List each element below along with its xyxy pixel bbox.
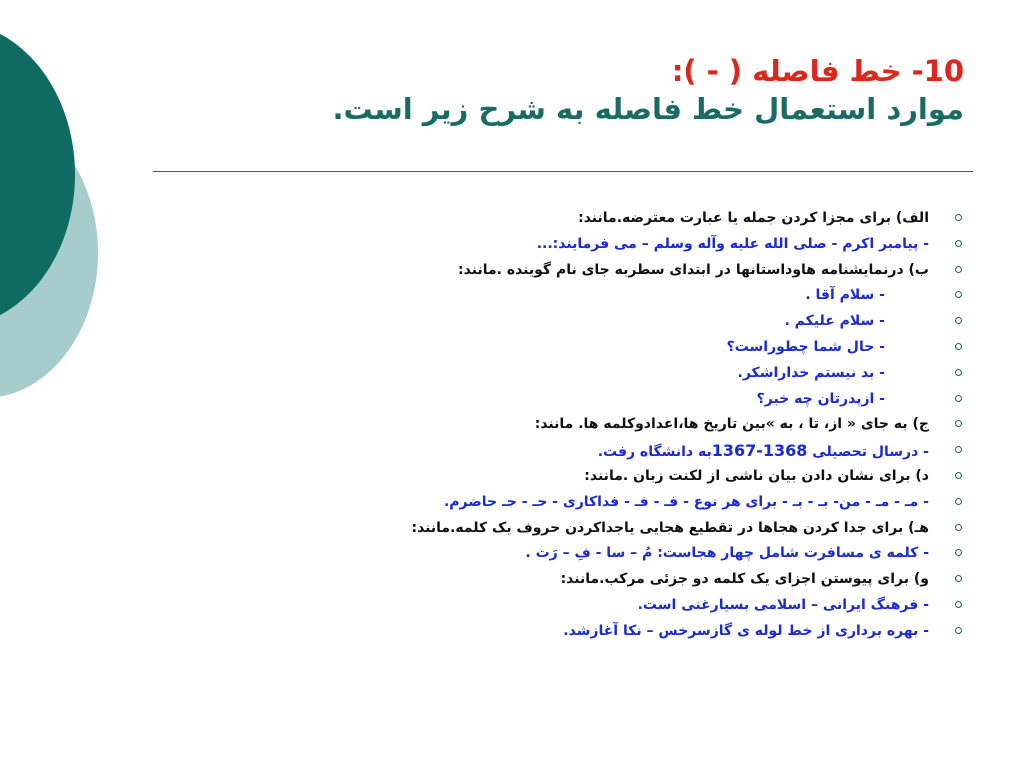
list-item <box>162 567 962 593</box>
list-item <box>162 335 962 361</box>
list-item <box>162 258 962 284</box>
title-divider <box>153 171 973 172</box>
list-item-text: - سلام آقا . <box>805 287 885 304</box>
list-item-text: - حال شما چطوراست؟ <box>726 338 885 355</box>
circle-bullet-icon <box>955 291 962 298</box>
circle-bullet-icon <box>955 395 962 402</box>
circle-bullet-icon <box>955 575 962 582</box>
circle-bullet-icon <box>955 498 962 505</box>
circle-bullet-icon <box>955 369 962 376</box>
list-item <box>162 541 962 567</box>
year-range: 1368-1367 <box>711 441 808 461</box>
circle-bullet-icon <box>955 317 962 324</box>
slide-title <box>204 52 964 129</box>
list-item-text <box>597 441 929 461</box>
list-item <box>162 387 962 413</box>
list-item <box>162 232 962 258</box>
list-item <box>162 593 962 619</box>
list-item-text: - بد نیستم خداراشکر. <box>737 364 885 381</box>
title-heading: 10- خط فاصله ( - ): <box>671 54 964 88</box>
list-item-text: الف) برای مجزا کردن جمله یا عبارت معترضه.مانند: <box>578 210 929 226</box>
circle-bullet-icon <box>955 549 962 556</box>
circle-bullet-icon <box>955 240 962 247</box>
circle-bullet-icon <box>955 420 962 427</box>
circle-bullet-icon <box>955 472 962 479</box>
content-list <box>162 206 962 645</box>
list-item <box>162 464 962 490</box>
circle-bullet-icon <box>955 601 962 608</box>
list-item-text: - فرهنگ ایرانی – اسلامی بسیارغنی است. <box>637 596 929 613</box>
list-item-text: - بهره برداری از خط لوله ی گازسرخس – نکا آغازشد. <box>563 622 929 639</box>
list-item-text-part: به دانشگاه رفت. <box>597 444 712 461</box>
circle-bullet-icon <box>955 627 962 634</box>
circle-bullet-icon <box>955 524 962 531</box>
list-item-text: - پیامبر اکرم - صلی الله علیه وآله وسلم – می فرمایند:... <box>536 235 929 252</box>
list-item <box>162 309 962 335</box>
list-item-text: د) برای نشان دادن بیان ناشی از لکنت زبان .مانند: <box>584 467 929 484</box>
list-item-text: - سلام علیکم . <box>784 313 885 330</box>
list-item-text: ب) درنمایشنامه هاوداستانها در ابتدای سطربه جای نام گوینده .مانند: <box>458 261 929 278</box>
list-item <box>162 516 962 542</box>
title-subheading: موارد استعمال خط فاصله به شرح زیر است. <box>332 92 964 127</box>
list-item <box>162 438 962 464</box>
list-item <box>162 361 962 387</box>
list-item-text: - ازپدرتان چه خبر؟ <box>756 390 885 407</box>
list-item-text: هـ) برای جدا کردن هجاها در تقطیع هجایی یاجداکردن حروف یک کلمه.مانند: <box>411 519 929 536</box>
list-item-text: - کلمه ی مسافرت شامل چهار هجاست: مُ – سا - فِ – رَت . <box>525 545 929 562</box>
list-item <box>162 619 962 645</box>
list-item <box>162 206 962 232</box>
list-item <box>162 412 962 438</box>
circle-bullet-icon <box>955 343 962 350</box>
list-item-text: - مـ - مـ - من- بـ - بـ - برای هر نوع - فـ - فـ - فداکاری - حـ - حـ حاضرم. <box>443 493 929 510</box>
list-item-text-part: - درسال تحصیلی <box>807 444 929 461</box>
list-item-text: و) برای پیوستن اجزای یک کلمه دو جزئی مرکب.مانند: <box>560 571 929 588</box>
circle-bullet-icon <box>955 446 962 453</box>
circle-bullet-icon <box>955 214 962 221</box>
circle-bullet-icon <box>955 266 962 273</box>
list-item-text: ج) به جای « از، تا ، به »بین تاریخ ها،اعدادوکلمه ها. مانند: <box>534 416 929 433</box>
list-item <box>162 283 962 309</box>
list-item <box>162 490 962 516</box>
